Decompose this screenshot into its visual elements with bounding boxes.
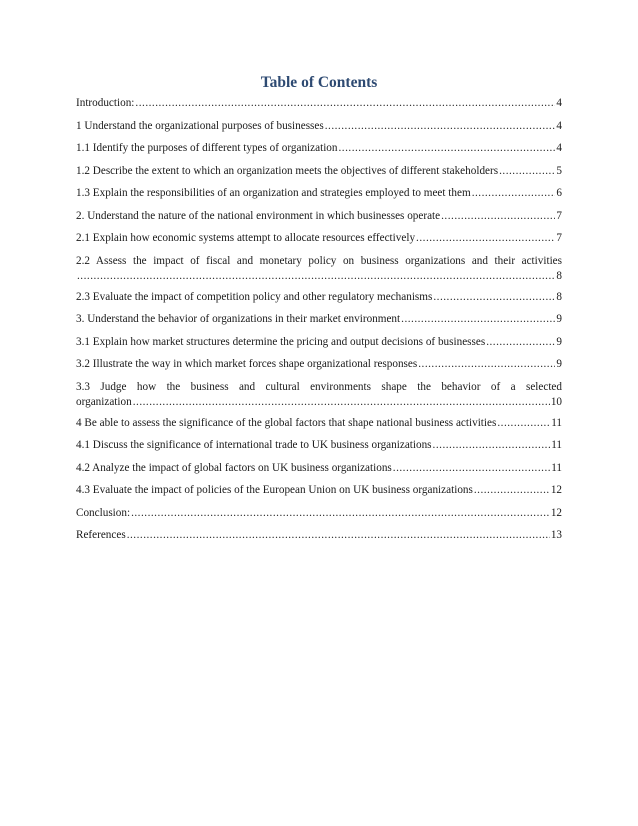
dot-leader [325, 119, 556, 133]
dot-leader [486, 335, 555, 349]
dot-leader [131, 506, 550, 520]
toc-entry-text: 1.3 Explain the responsibilities of an organization and strategies employed to meet them [76, 187, 471, 199]
toc-page-number: 13 [550, 529, 562, 541]
toc-entry-text: 2.2 Assess the impact of fiscal and monetary policy on business organizations and their activities [76, 254, 562, 267]
toc-entry-2[interactable] [76, 209, 562, 232]
toc-page-number: 8 [556, 290, 562, 303]
toc-page-number: 5 [556, 164, 562, 177]
toc-entry-text: 3.1 Explain how market structures determine the pricing and output decisions of businesses [76, 335, 486, 348]
toc-entry-text: 2. Understand the nature of the national environment in which businesses operate [76, 209, 441, 222]
toc-page-number: 11 [551, 439, 562, 451]
toc-entry-continuation [76, 269, 562, 283]
dot-leader [393, 461, 550, 475]
toc-list [76, 96, 562, 551]
toc-entry-4[interactable] [76, 416, 562, 439]
toc-entry-2-1[interactable] [76, 231, 562, 254]
toc-entry-conclusion[interactable] [76, 506, 562, 529]
toc-title: Table of Contents [260, 74, 378, 91]
dot-leader [433, 438, 551, 452]
toc-entry-continuation [76, 395, 562, 409]
toc-entry-text: 2.1 Explain how economic systems attempt to allocate resources effectively [76, 232, 416, 244]
dot-leader [401, 312, 555, 326]
toc-page-number: 7 [556, 232, 562, 244]
toc-page-number: 9 [556, 358, 562, 370]
toc-page-number: 7 [556, 209, 562, 222]
toc-entry-1-1[interactable] [76, 141, 562, 164]
toc-entry-text: 3.2 Illustrate the way in which market forces shape organizational responses [76, 358, 418, 370]
toc-entry-text: 3. Understand the behavior of organizations in their market environment [76, 313, 401, 325]
toc-page-number: 8 [556, 269, 562, 282]
toc-entry-4-3[interactable] [76, 483, 562, 506]
dot-leader [441, 209, 555, 223]
toc-page-number: 11 [551, 416, 562, 429]
dot-leader [499, 164, 555, 178]
toc-page-number: 11 [551, 461, 562, 474]
dot-leader [474, 483, 550, 497]
toc-page-number: 10 [550, 395, 562, 408]
toc-page-number: 4 [556, 97, 562, 109]
toc-entry-3-3[interactable] [76, 380, 562, 416]
toc-entry-1-3[interactable] [76, 186, 562, 209]
toc-entry-text: Conclusion: [76, 506, 131, 519]
toc-entry-text: 1 Understand the organizational purposes of businesses [76, 119, 324, 132]
toc-entry-text: Introduction: [76, 97, 135, 109]
toc-entry-text: 4.1 Discuss the significance of international trade to UK business organizations [76, 439, 432, 451]
toc-entry-text: 4 Be able to assess the significance of the global factors that shape national business activities [76, 416, 497, 429]
toc-entry-2-2[interactable] [76, 254, 562, 290]
toc-page-number: 4 [556, 119, 562, 132]
toc-entry-4-2[interactable] [76, 461, 562, 484]
dot-leader [416, 231, 555, 245]
toc-page-number: 4 [556, 142, 562, 154]
dot-leader [77, 269, 555, 283]
toc-entry-text: 1.2 Describe the extent to which an organization meets the objectives of different stakeholders [76, 164, 499, 177]
toc-entry-text: 1.1 Identify the purposes of different types of organization [76, 142, 338, 154]
dot-leader [472, 186, 556, 200]
toc-page-number: 12 [550, 506, 562, 519]
dot-leader [135, 96, 555, 110]
toc-entry-text: 4.3 Evaluate the impact of policies of the European Union on UK business organizations [76, 484, 473, 496]
toc-entry-text: References [76, 529, 126, 541]
toc-entry-introduction[interactable] [76, 96, 562, 119]
toc-page-number: 6 [556, 187, 562, 199]
toc-entry-3-1[interactable] [76, 335, 562, 358]
dot-leader [433, 290, 555, 304]
toc-entry-text: 2.3 Evaluate the impact of competition policy and other regulatory mechanisms [76, 290, 433, 303]
toc-entry-3[interactable] [76, 312, 562, 335]
dot-leader [127, 528, 550, 542]
dot-leader [339, 141, 556, 155]
toc-entry-1-2[interactable] [76, 164, 562, 187]
toc-page-number: 9 [556, 335, 562, 348]
toc-entry-text: 3.3 Judge how the business and cultural environments shape the behavior of a selected [76, 380, 562, 393]
toc-entry-references[interactable] [76, 528, 562, 551]
toc-entry-1[interactable] [76, 119, 562, 142]
toc-page-number: 9 [556, 313, 562, 325]
dot-leader [497, 416, 550, 430]
toc-entry-4-1[interactable] [76, 438, 562, 461]
toc-page-number: 12 [550, 484, 562, 496]
toc-entry-2-3[interactable] [76, 290, 562, 313]
dot-leader [418, 357, 555, 371]
toc-entry-text-continued: organization [76, 395, 132, 408]
toc-entry-3-2[interactable] [76, 357, 562, 380]
dot-leader [133, 395, 550, 409]
toc-entry-text: 4.2 Analyze the impact of global factors on UK business organizations [76, 461, 392, 474]
